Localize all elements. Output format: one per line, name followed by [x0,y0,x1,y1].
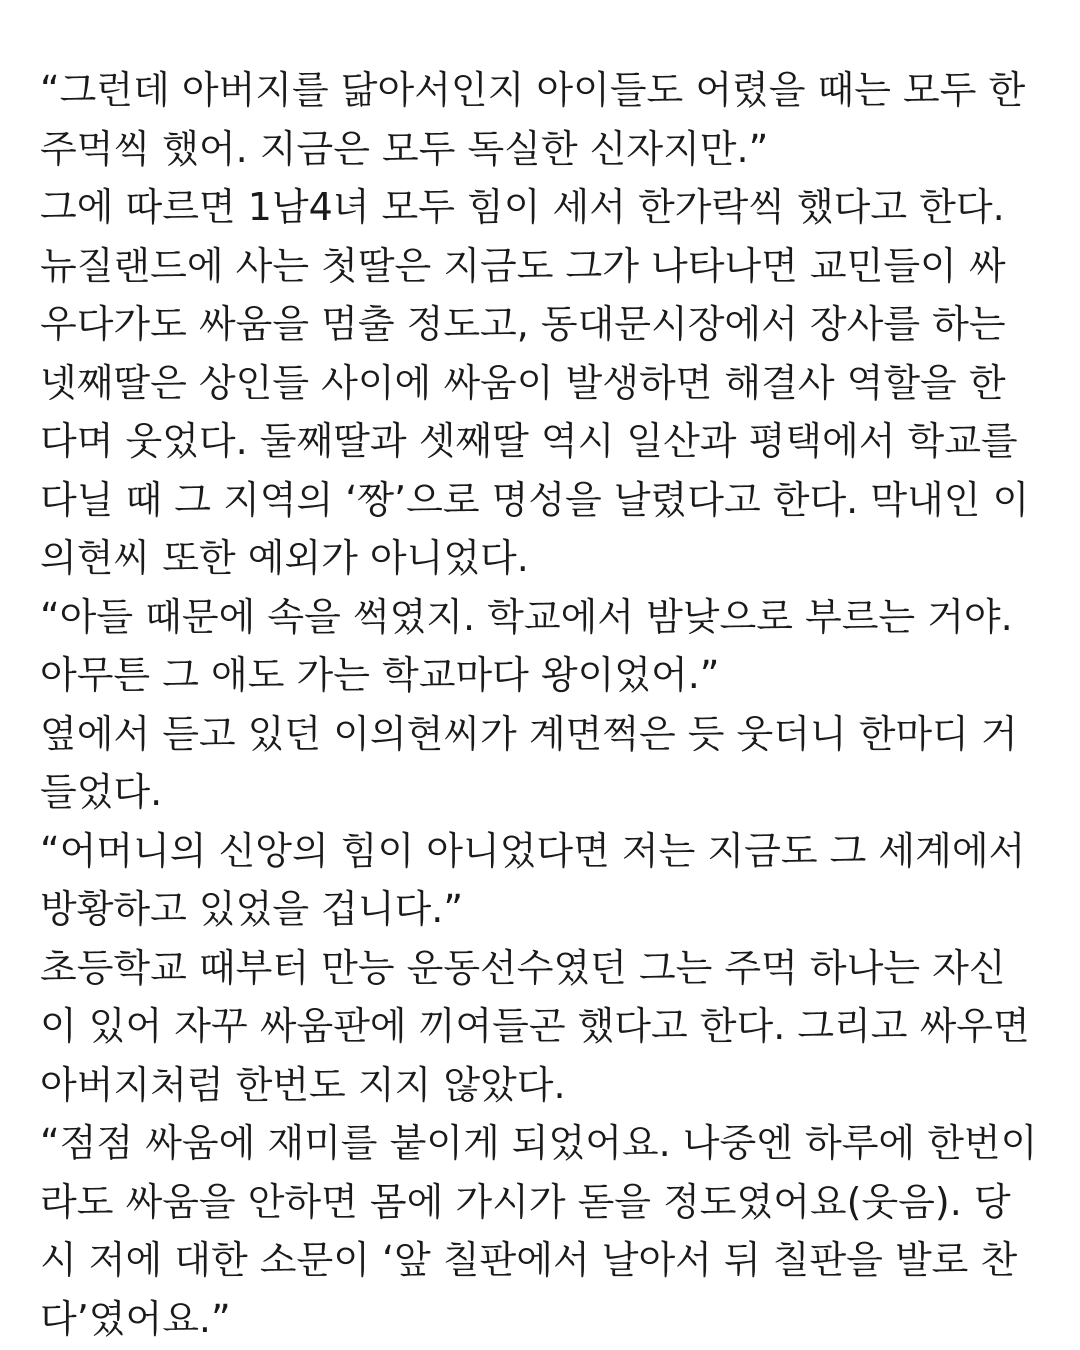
body-text-line: 아버지처럼 한번도 지지 않았다. [40,1062,566,1107]
body-text-line: “그런데 아버지를 닮아서인지 아이들도 어렸을 때는 모두 한 [40,68,1026,112]
body-text-line: 옆에서 듣고 있던 이의현씨가 계면쩍은 듯 웃더니 한마디 거 [40,711,1018,756]
body-text-line: 다며 웃었다. 둘째딸과 셋째딸 역시 일산과 평택에서 학교를 [40,419,1018,463]
body-text-line: 그에 따르면 1남4녀 모두 힘이 세서 한가락씩 했다고 한다. [40,185,1005,229]
body-text-line: 방황하고 있었을 겁니다.” [40,887,464,931]
body-text-line: 들었다. [40,770,163,814]
body-text-line: 우다가도 싸움을 멈출 정도고, 동대문시장에서 장사를 하는 [40,302,1006,346]
body-text-line: 다닐 때 그 지역의 ‘짱’으로 명성을 날렸다고 한다. 막내인 이 [40,477,1030,522]
body-text-line: 초등학교 때부터 만능 운동선수였던 그는 주먹 하나는 자신 [40,945,1006,990]
body-text-line: 라도 싸움을 안하면 몸에 가시가 돋을 정도였어요(웃음). 당 [40,1179,1011,1224]
body-text-line: 의현씨 또한 예외가 아니었다. [40,536,529,580]
body-text-line: 아무튼 그 애도 가는 학교마다 왕이었어.” [40,653,720,697]
body-text-line: “점점 싸움에 재미를 붙이게 되었어요. 나중엔 하루에 한번이 [40,1121,1038,1165]
article-body [40,61,1050,1348]
body-text-line: 뉴질랜드에 사는 첫딸은 지금도 그가 나타나면 교민들이 싸 [40,243,1006,288]
body-text-line: “아들 때문에 속을 썩였지. 학교에서 밤낮으로 부르는 거야. [40,594,1013,639]
body-text-line: 주먹씩 했어. 지금은 모두 독실한 신자지만.” [40,126,769,171]
body-text-line: “어머니의 신앙의 힘이 아니었다면 저는 지금도 그 세계에서 [40,828,1026,873]
body-text-line: 시 저에 대한 소문이 ‘앞 칠판에서 날아서 뒤 칠판을 발로 찬 [40,1238,1018,1282]
body-text-line: 넷째딸은 상인들 사이에 싸움이 발생하면 해결사 역할을 한 [40,360,1006,405]
body-text-line: 다’였어요.” [40,1296,231,1341]
body-text-line: 이 있어 자꾸 싸움판에 끼여들곤 했다고 한다. 그리고 싸우면 [40,1004,1030,1048]
